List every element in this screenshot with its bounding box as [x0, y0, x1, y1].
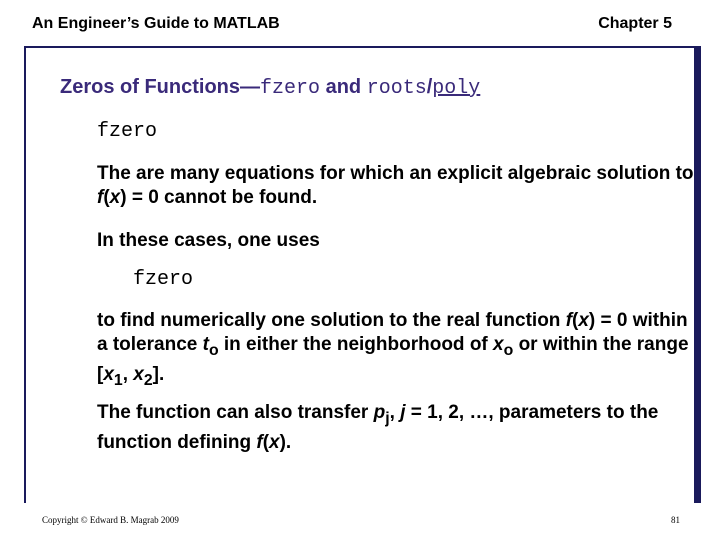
- title-roots: roots: [366, 77, 427, 100]
- code-fzero-inline: fzero: [133, 268, 194, 291]
- p4-p-sub: j: [385, 409, 390, 427]
- p3-text-c: ) = 0 within a tolerance: [97, 310, 688, 355]
- p4-f: f: [256, 431, 263, 453]
- p4-text-b: ,: [389, 402, 401, 423]
- paragraph-3: [97, 309, 697, 393]
- p1-x: x: [109, 187, 121, 208]
- p1-text-a: The are many equations for which an explicit algebraic solution to: [97, 163, 694, 184]
- p3-t-sub: o: [208, 341, 219, 359]
- chapter-label: Chapter 5: [598, 15, 672, 32]
- p4-x: x: [269, 431, 280, 453]
- p4-p: p: [373, 402, 386, 423]
- p3-x1: x: [103, 363, 114, 385]
- p3-end: ].: [152, 363, 165, 385]
- p4-text-e: ).: [279, 431, 292, 453]
- p3-f: f: [565, 310, 573, 331]
- copyright-notice: Copyright © Edward B. Magrab 2009: [42, 515, 179, 525]
- p3-text-e: or within the range [: [97, 334, 689, 385]
- p3-x: x: [578, 310, 589, 331]
- p4-text-d: (: [262, 431, 270, 453]
- p1-f: f: [97, 187, 104, 208]
- p3-x2-sub: 2: [143, 371, 153, 389]
- p3-xo-sub: o: [503, 341, 514, 359]
- p3-xo: x: [493, 334, 504, 355]
- code-fzero-heading: fzero: [97, 120, 158, 143]
- p3-text-a: to find numerically one solution to the real function: [97, 310, 566, 331]
- p1-text-c: ) = 0 cannot be found.: [120, 187, 318, 208]
- paragraph-2: In these cases, one uses: [97, 230, 320, 251]
- slide-title: [60, 76, 480, 100]
- p3-x1-sub: 1: [113, 371, 123, 389]
- book-title: An Engineer’s Guide to MATLAB: [32, 15, 280, 32]
- p3-x2: x: [133, 363, 144, 385]
- page-number: 81: [671, 515, 680, 525]
- p3-text-b: (: [572, 310, 579, 331]
- title-text: Zeros of Functions—: [60, 76, 260, 98]
- title-poly: poly: [432, 77, 481, 100]
- p3-text-d: in either the neighborhood of: [218, 334, 494, 355]
- title-slash: /: [426, 76, 433, 98]
- paragraph-4: [97, 401, 697, 455]
- title-and: and: [320, 76, 367, 98]
- p3-comma: ,: [122, 363, 134, 385]
- p1-text-b: (: [103, 187, 110, 208]
- p4-text-c: = 1, 2, …, parameters to the function defining: [97, 402, 659, 453]
- p4-text-a: The function can also transfer: [97, 402, 374, 423]
- p4-j: j: [400, 402, 406, 423]
- paragraph-1: [97, 162, 697, 210]
- p3-t: t: [202, 334, 209, 355]
- title-fzero: fzero: [260, 77, 321, 100]
